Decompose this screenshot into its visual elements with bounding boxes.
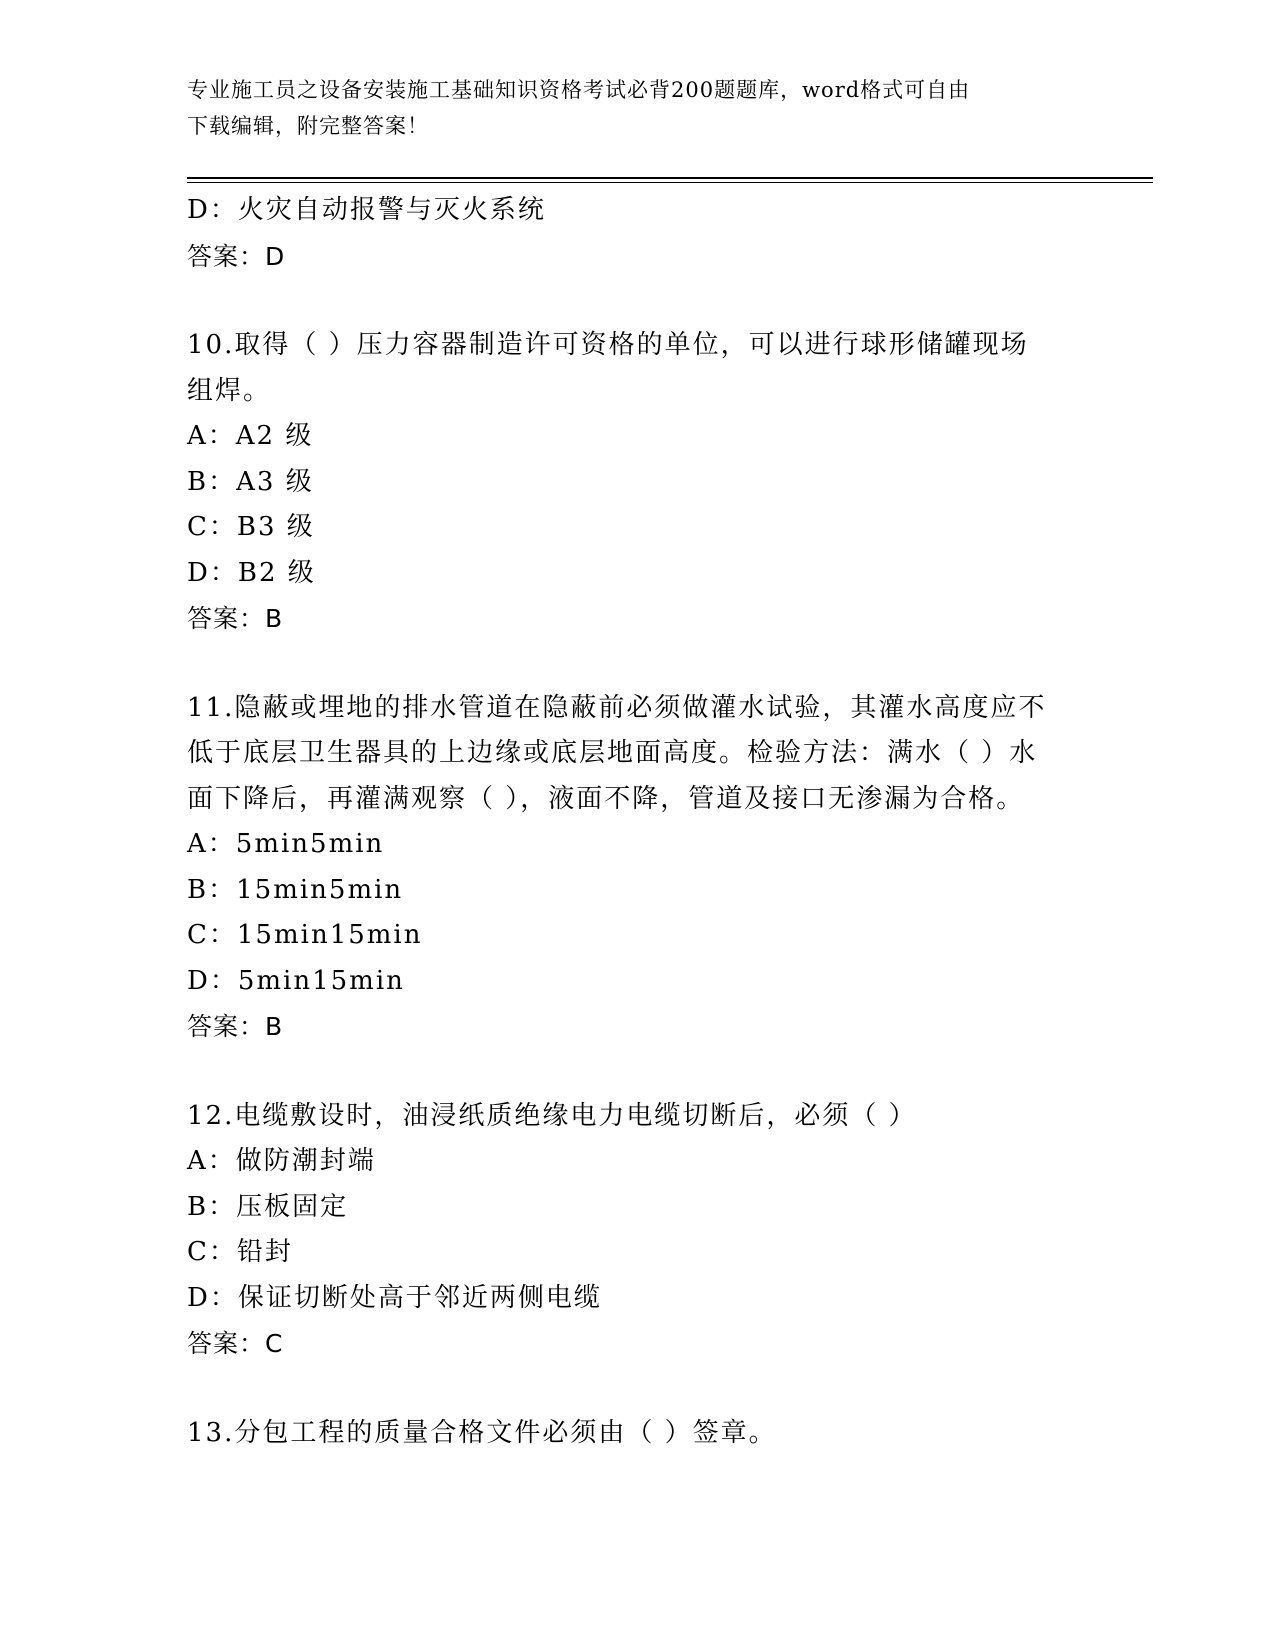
question-12-text-line-1: 12.电缆敷设时，油浸纸质绝缘电力电缆切断后，必须（ ） [187,1100,917,1131]
spacer [187,642,1087,686]
question-10-text-line-1: 10.取得（ ）压力容器制造许可资格的单位，可以进行球形储罐现场 [187,330,1029,360]
question-12-option-a: A：做防潮封端 [187,1146,376,1176]
question-13-text-line-1: 13.分包工程的质量合格文件必须由（ ）签章。 [187,1417,777,1448]
question-11-option-a: A：5min5min [187,829,385,859]
question-11-text-line-2: 低于底层卫生器具的上边缘或底层地面高度。检验方法：满水（ ）水 [187,738,1038,768]
question-12-answer: 答案：C [187,1329,284,1358]
header-rule-thick [187,177,1153,179]
header-rule-thin [187,182,1153,183]
question-10-option-b: B：A3 级 [187,466,314,497]
question-12 [187,1094,1087,1367]
prev-answer: 答案：D [187,241,286,271]
question-12-option-d: D：保证切断处高于邻近两侧电缆 [187,1282,602,1313]
question-11-text-line-3: 面下降后，再灌满观察（ ），液面不降，管道及接口无渗漏为合格。 [187,783,1025,814]
question-10 [187,323,1087,642]
question-11-answer: 答案：B [187,1012,284,1041]
document-header [187,72,1087,144]
question-10-answer: 答案：B [187,604,284,633]
question-content [187,188,1087,1456]
prev-option-d: D：火灾自动报警与灭火系统 [187,195,546,225]
question-10-text-line-2: 组焊。 [187,375,272,406]
question-13 [187,1411,1087,1457]
question-12-option-b: B：压板固定 [187,1191,349,1222]
header-line-1: 专业施工员之设备安装施工基础知识资格考试必背200题题库，word格式可自由 [187,78,971,102]
question-11 [187,686,1087,1050]
header-line-2: 下载编辑，附完整答案！ [187,114,429,138]
question-11-text-line-1: 11.隐蔽或埋地的排水管道在隐蔽前必须做灌水试验，其灌水高度应不 [187,692,1047,723]
question-11-option-c: C：15min15min [187,920,423,950]
spacer [187,1050,1087,1094]
spacer [187,279,1087,323]
question-11-option-b: B：15min5min [187,874,404,905]
question-11-option-d: D：5min15min [187,965,405,996]
question-10-option-a: A：A2 级 [187,421,314,451]
question-12-option-c: C：铅封 [187,1237,293,1267]
question-10-option-c: C：B3 级 [187,512,315,542]
spacer [187,1367,1087,1411]
question-10-option-d: D：B2 级 [187,557,316,588]
